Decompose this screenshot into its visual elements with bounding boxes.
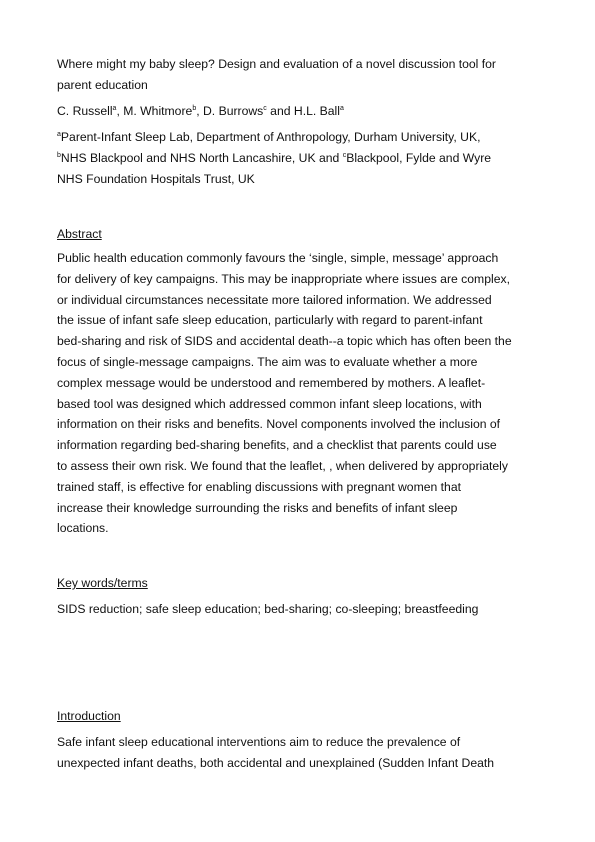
- keywords-heading: Key words/terms: [57, 576, 148, 590]
- abstract-line: based tool was designed which addressed common infant sleep locations, with: [57, 396, 482, 411]
- author-affil-sup: c: [263, 104, 267, 112]
- author-name: C. Russell: [57, 104, 113, 118]
- affil-text: Parent-Infant Sleep Lab, Department of Anthropology, Durham University, UK,: [60, 130, 481, 144]
- affil-sup: b: [57, 151, 61, 159]
- abstract-line: information on their risks and benefits. Novel components involved the inclusion of: [57, 417, 501, 432]
- abstract-line: the issue of infant safe sleep education, particularly with regard to parent-infant: [57, 313, 483, 328]
- author-name: D. Burrows: [203, 104, 264, 118]
- author-sep: ,: [116, 104, 124, 118]
- keywords-text: SIDS reduction; safe sleep education; bed-sharing; co-sleeping; breastfeeding: [57, 602, 479, 616]
- author-sep: ,: [196, 104, 203, 118]
- author-list: [57, 101, 541, 122]
- author-name: H.L. Ball: [293, 104, 340, 118]
- abstract-line: focus of single-message campaigns. The aim was to evaluate whether a more: [57, 354, 478, 369]
- introduction-line: Safe infant sleep educational interventions aim to reduce the prevalence of: [57, 735, 461, 749]
- affil-sup: a: [57, 130, 61, 138]
- introduction-line: unexpected infant deaths, both accidental and unexplained (Sudden Infant Death: [57, 755, 495, 770]
- abstract-line: information regarding bed-sharing benefits, and a checklist that parents could use: [57, 438, 497, 453]
- affil-sup: c: [342, 151, 347, 159]
- abstract-line: or individual circumstances necessitate more tailored information. We addressed: [57, 292, 492, 307]
- affil-text: NHS Blackpool and NHS North Lancashire, UK and: [60, 150, 343, 165]
- abstract-line: Public health education commonly favours the ‘single, simple, message’ approach: [57, 251, 499, 265]
- author-affil-sup: a: [339, 104, 344, 112]
- author-affil-sup: a: [112, 104, 117, 112]
- abstract-line: bed-sharing and risk of SIDS and accidental death--a topic which has often been the: [57, 334, 512, 349]
- abstract-line: for delivery of key campaigns. This may be inappropriate where issues are complex,: [57, 271, 510, 286]
- affil-text: Blackpool, Fylde and Wyre: [346, 150, 492, 165]
- abstract-line: locations.: [57, 521, 109, 536]
- abstract-body: [57, 248, 541, 539]
- author-name: M. Whitmore: [123, 104, 193, 118]
- introduction-heading: Introduction: [57, 709, 121, 723]
- affiliations: [57, 127, 541, 189]
- author-sep: and: [266, 104, 294, 118]
- abstract-line: increase their knowledge surrounding the risks and benefits of infant sleep: [57, 500, 458, 515]
- abstract-line: trained staff, is effective for enabling discussions with pregnant women that: [57, 479, 461, 494]
- affil-text: NHS Foundation Hospitals Trust, UK: [57, 171, 255, 186]
- paper-title: [57, 54, 541, 96]
- author-affil-sup: b: [192, 104, 197, 112]
- title-line: Where might my baby sleep? Design and evaluation of a novel discussion tool for: [57, 57, 496, 71]
- introduction-body: [57, 732, 541, 774]
- title-line: parent education: [57, 77, 148, 92]
- abstract-line: to assess their own risk. We found that the leaflet, , when delivered by appropriately: [57, 458, 508, 473]
- abstract-line: complex message would be understood and remembered by mothers. A leaflet-: [57, 375, 486, 390]
- abstract-heading: Abstract: [57, 227, 102, 241]
